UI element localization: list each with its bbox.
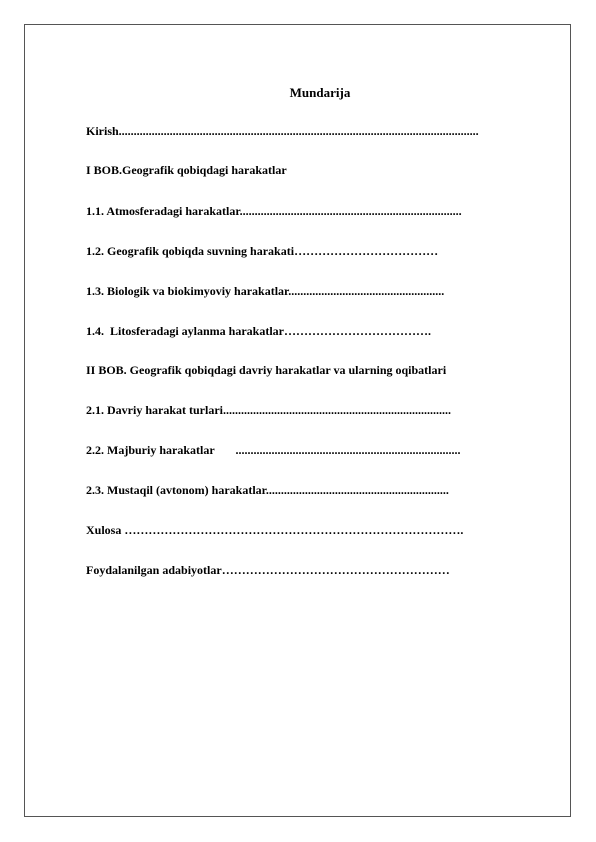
toc-entry-2-1: [86, 403, 451, 417]
toc-entry-leader: …………………………………………………: [221, 563, 450, 577]
toc-entry-1-1: [86, 204, 462, 218]
toc-entry-label: 2.1. Davriy harakat turlari: [86, 403, 223, 417]
page-border: [24, 24, 571, 817]
toc-entry-leader: ..........................................................................: [239, 204, 462, 218]
toc-entry-label: 2.2. Majburiy harakatlar: [86, 443, 236, 457]
toc-entry-label: Foydalanilgan adabiyotlar: [86, 563, 222, 577]
toc-entry-leader: ………………………………………………………………………….: [124, 523, 464, 537]
toc-entry-label: I BOB.Geografik qobiqdagi harakatlar: [86, 163, 287, 177]
toc-entry-leader: ............................................................................: [223, 403, 451, 417]
toc-entry-1-2: [86, 244, 438, 258]
toc-entry-label: II BOB. Geografik qobiqdagi davriy harakatlar va ularning oqibatlari: [86, 363, 447, 377]
toc-entry-chapter-2: [86, 363, 446, 377]
toc-entry-leader: ...........................................................................: [235, 443, 461, 457]
toc-entry-leader: ………………………………: [294, 244, 439, 258]
toc-entry-leader: ……………………………….: [284, 324, 431, 338]
toc-entry-2-3: [86, 483, 449, 497]
toc-entry-label: 1.3. Biologik va biokimyoviy harakatlar: [86, 284, 289, 298]
toc-entry-label: 1.1. Atmosferadagi harakatlar: [86, 204, 240, 218]
toc-entry-label: Xulosa: [86, 523, 125, 537]
toc-entry-label: 1.4. Litosferadagi aylanma harakatlar: [86, 324, 284, 338]
toc-entry-xulosa: [86, 523, 463, 537]
toc-entry-label: 2.3. Mustaqil (avtonom) harakatlar: [86, 483, 266, 497]
toc-entry-2-2: [86, 443, 460, 457]
toc-entry-leader: .............................................................: [265, 483, 449, 497]
toc-entry-chapter-1: [86, 163, 287, 177]
toc-entry-leader: ........................................................................................................................: [118, 124, 479, 138]
toc-entry-label: 1.2. Geografik qobiqda suvning harakati: [86, 244, 295, 258]
toc-entry-leader: ....................................................: [288, 284, 445, 298]
toc-entry-adabiyotlar: [86, 563, 450, 577]
toc-entry-label: Kirish: [86, 124, 119, 138]
toc-entry-1-3: [86, 284, 444, 298]
toc-entry-1-4: [86, 324, 431, 338]
toc-title: Mundarija: [289, 85, 351, 100]
toc-entry-kirish: [86, 124, 479, 138]
